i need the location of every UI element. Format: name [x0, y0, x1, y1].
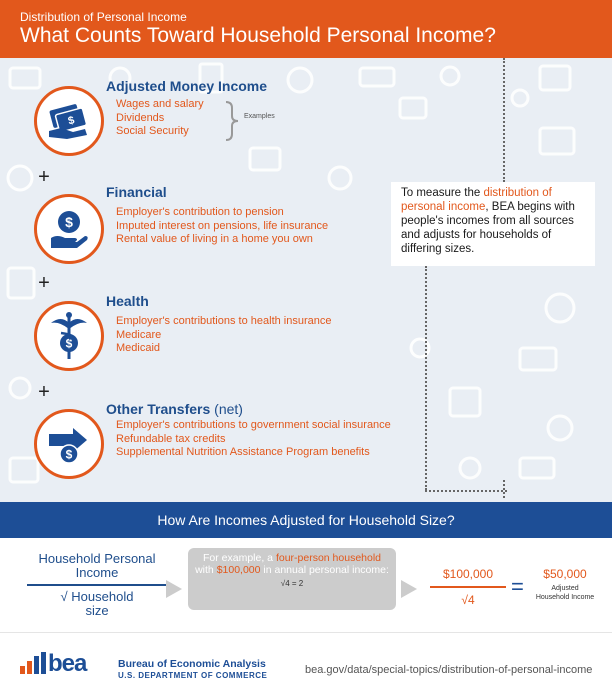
explanation-text-1: To measure the	[401, 187, 484, 199]
header-kicker: Distribution of Personal Income	[20, 10, 187, 24]
example-highlight-1: four-person household	[275, 552, 382, 564]
category-title: Financial	[106, 184, 167, 200]
dollar-coin-hand-icon	[34, 194, 104, 264]
example-text-2: with	[195, 564, 217, 576]
svg-text:$: $	[65, 447, 73, 462]
list-item: Wages and salary	[116, 98, 204, 110]
caduceus-icon	[34, 301, 104, 371]
list-item: Refundable tax credits	[116, 432, 226, 445]
example-numerator: $100,000	[442, 567, 494, 581]
category-title: Health	[106, 293, 149, 309]
plus-sign: +	[38, 166, 50, 188]
list-item: Employer's contribution to pension	[116, 206, 284, 218]
svg-text:$: $	[65, 336, 73, 351]
result-block	[534, 567, 596, 602]
formula-general	[22, 552, 172, 618]
connector-line-end	[503, 480, 505, 498]
example-denominator: √4	[461, 593, 475, 607]
arrow-right-icon	[399, 578, 419, 600]
category-title	[106, 401, 243, 417]
list-item: Social Security	[116, 125, 189, 137]
fraction-bar	[27, 584, 167, 586]
fraction-bar	[430, 586, 506, 588]
plus-sign: +	[38, 381, 50, 403]
adjustment-title: How Are Incomes Adjusted for Household Size?	[157, 512, 455, 528]
formula-example	[430, 567, 506, 607]
equals-sign: =	[511, 574, 524, 599]
bea-logo-icon	[20, 652, 48, 674]
arrow-right-icon	[164, 578, 184, 600]
formula-numerator: Household Personal Income	[38, 551, 156, 580]
examples-label: Examples	[244, 113, 275, 120]
plus-sign: +	[38, 272, 50, 294]
svg-text:$: $	[65, 214, 73, 230]
example-highlight-2: $100,000	[216, 564, 261, 576]
list-item: Employer's contributions to health insurance	[116, 315, 332, 327]
list-item: Dividends	[116, 111, 165, 124]
list-item: Medicaid	[116, 342, 161, 354]
list-item: Medicare	[116, 328, 162, 341]
list-item: Rental value of living in a home you own	[116, 233, 313, 245]
adjustment-banner	[0, 502, 612, 538]
list-item: Supplemental Nutrition Assistance Program benefits	[116, 446, 370, 458]
connector-line-mid	[425, 266, 427, 490]
example-text-3: in annual personal income:	[260, 564, 389, 576]
result-amount: $50,000	[543, 567, 587, 581]
connector-line-top	[503, 58, 505, 182]
department-name: U.S. DEPARTMENT OF COMMERCE	[118, 671, 268, 680]
formula-denominator: √ Household	[60, 589, 134, 604]
list-item: Employer's contributions to government social insurance	[116, 419, 391, 431]
example-text-1: For example, a	[202, 552, 276, 564]
sqrt-note: √4 = 2	[280, 579, 304, 588]
source-url[interactable]: bea.gov/data/special-topics/distribution-of-personal-income	[305, 664, 593, 676]
header-banner	[0, 0, 612, 58]
category-items	[116, 419, 391, 460]
explanation-highlight: distribution of personal income	[401, 187, 552, 213]
connector-line-bottom	[425, 490, 507, 492]
category-items	[116, 315, 332, 356]
list-item: Imputed interest on pensions, life insurance	[116, 219, 329, 232]
page-title: What Counts Toward Household Personal Income?	[20, 24, 496, 47]
bea-logo-text: bea	[48, 650, 87, 677]
explanation-text-2: , BEA begins with people's incomes from all sources and adjusts for households of differing sizes.	[401, 201, 575, 255]
category-items	[116, 98, 204, 139]
result-label: Adjusted Household Income	[535, 585, 595, 601]
category-items	[116, 206, 328, 247]
formula-denominator-2: size	[85, 603, 109, 618]
footer-divider	[0, 632, 612, 633]
brace-icon	[224, 100, 240, 142]
category-title-text: Other Transfers	[106, 401, 211, 417]
transfer-arrow-icon	[34, 409, 104, 479]
explanation-box	[391, 182, 595, 266]
example-box	[188, 548, 396, 610]
svg-text:$: $	[66, 114, 76, 128]
category-title: Adjusted Money Income	[106, 78, 268, 94]
bureau-name: Bureau of Economic Analysis	[118, 658, 266, 670]
money-hand-icon	[34, 86, 104, 156]
category-title-suffix: (net)	[214, 401, 243, 417]
